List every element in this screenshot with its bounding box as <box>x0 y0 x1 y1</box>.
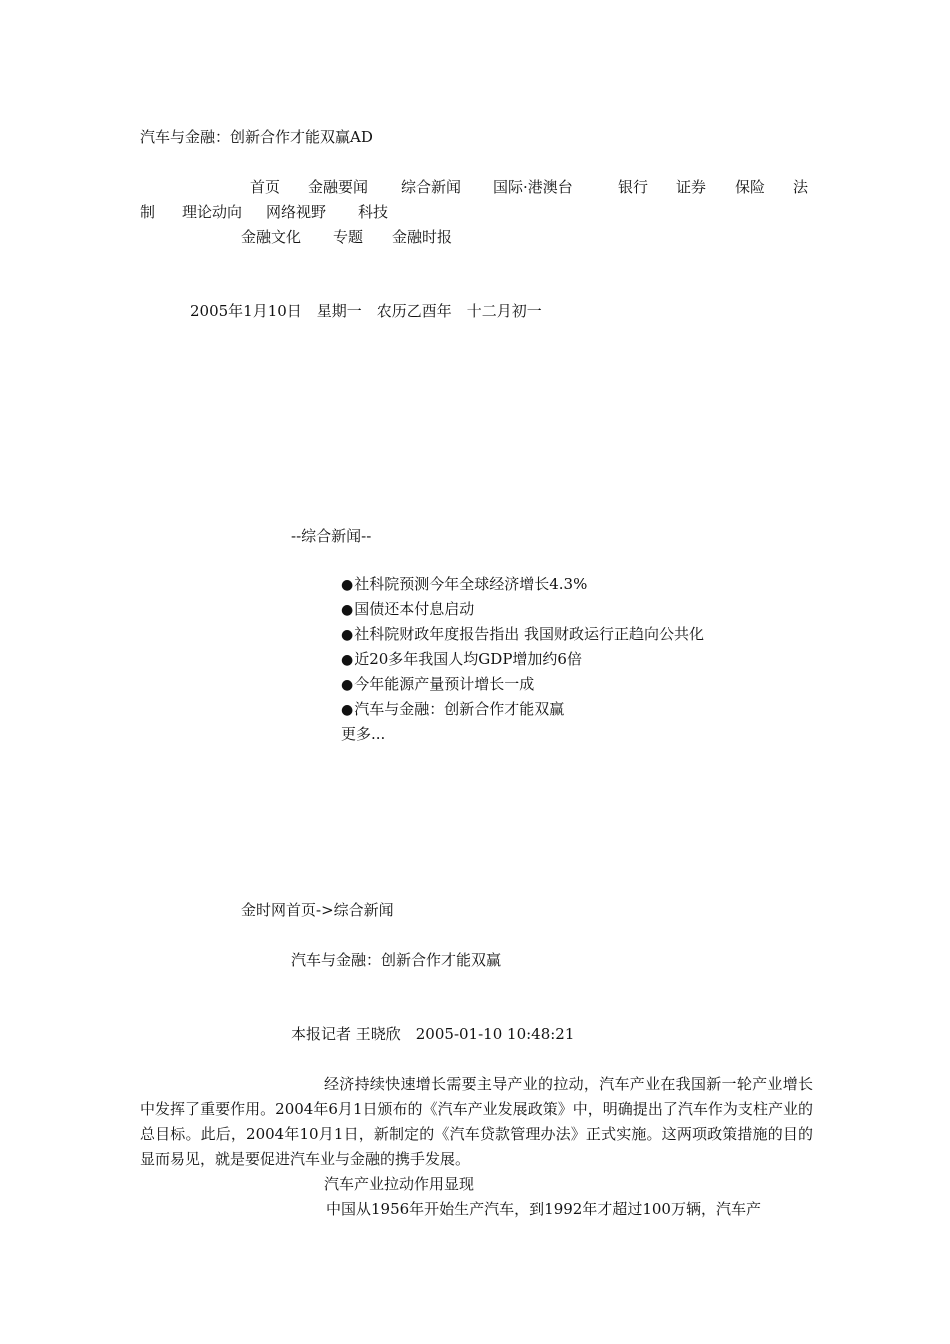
nav-technology[interactable]: 科技 <box>358 203 389 221</box>
news-link[interactable]: 近20多年我国人均GDP增加约6倍 <box>354 650 582 668</box>
article-title: 汽车与金融：创新合作才能双赢 <box>291 951 502 969</box>
bullet-icon: ● <box>341 627 354 643</box>
list-item <box>341 649 704 674</box>
list-item <box>341 674 704 699</box>
date-line: 2005年1月10日 星期一 农历乙酉年 十二月初一 <box>190 302 542 320</box>
nav-insurance[interactable]: 保险 <box>735 178 766 196</box>
bullet-icon: ● <box>341 577 354 593</box>
nav-banking[interactable]: 银行 <box>618 178 649 196</box>
list-item <box>341 624 704 649</box>
news-link[interactable]: 国债还本付息启动 <box>354 600 475 618</box>
nav-securities[interactable]: 证券 <box>676 178 707 196</box>
page-title: 汽车与金融：创新合作才能双赢AD <box>140 128 373 146</box>
nav-culture[interactable]: 金融文化 <box>241 228 302 246</box>
news-box-heading: --综合新闻-- <box>291 527 372 545</box>
bullet-icon: ● <box>341 602 354 618</box>
list-item <box>341 724 704 749</box>
nav-international[interactable]: 国际·港澳台 <box>493 178 573 196</box>
breadcrumb <box>241 900 394 920</box>
bullet-icon: ● <box>341 677 354 693</box>
nav-general-news[interactable]: 综合新闻 <box>401 178 462 196</box>
nav-law-part2[interactable]: 制 <box>140 203 156 221</box>
nav-theory[interactable]: 理论动向 <box>182 203 243 221</box>
bullet-icon: ● <box>341 702 354 718</box>
article-paragraph: 中国从1956年开始生产汽车，到1992年才超过100万辆，汽车产 <box>326 1200 761 1218</box>
nav-law-part1[interactable]: 法 <box>793 178 809 196</box>
news-list <box>341 574 704 749</box>
article-subheading: 汽车产业拉动作用显现 <box>324 1175 475 1193</box>
nav-home[interactable]: 首页 <box>250 178 281 196</box>
news-link[interactable]: 社科院预测今年全球经济增长4.3% <box>354 575 588 593</box>
list-item <box>341 699 704 724</box>
more-link[interactable]: 更多... <box>341 725 386 743</box>
nav-web-view[interactable]: 网络视野 <box>266 203 327 221</box>
list-item <box>341 574 704 599</box>
breadcrumb-link[interactable]: 金时网首页->综合新闻 <box>241 901 394 919</box>
nav-topics[interactable]: 专题 <box>333 228 364 246</box>
nav-financial-times[interactable]: 金融时报 <box>392 228 453 246</box>
bullet-icon: ● <box>341 652 354 668</box>
article-byline: 本报记者 王晓欣 2005-01-10 10:48:21 <box>291 1025 575 1043</box>
news-link[interactable]: 社科院财政年度报告指出 我国财政运行正趋向公共化 <box>354 625 704 643</box>
article-paragraph: 经济持续快速增长需要主导产业的拉动，汽车产业在我国新一轮产业增长中发挥了重要作用。2004年6月1日颁布的《汽车产业发展政策》中，明确提出了汽车作为支柱产业的总目标。此后，2004年10月1日，新制定的《汽车贷款管理办法》正式实施。这两项政策措施的目的显而易见，就是要促进汽车业与金融的携手发展。 <box>140 1075 813 1168</box>
news-link[interactable]: 汽车与金融：创新合作才能双赢 <box>354 700 565 718</box>
list-item <box>341 599 704 624</box>
news-link[interactable]: 今年能源产量预计增长一成 <box>354 675 535 693</box>
nav-finance-news[interactable]: 金融要闻 <box>308 178 369 196</box>
